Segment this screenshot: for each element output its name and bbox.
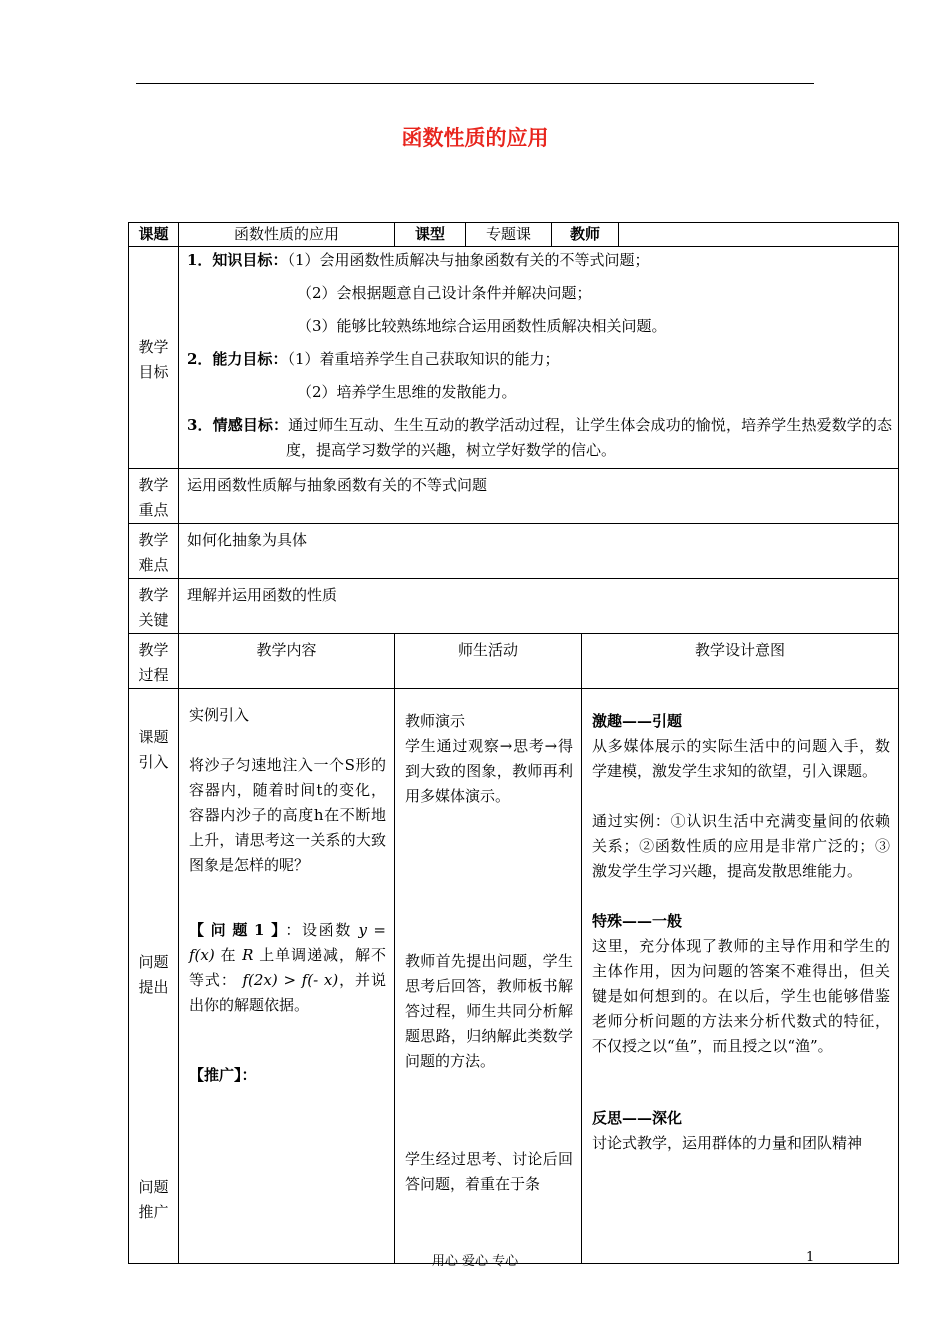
focus-label: 教学 重点 [129,469,179,524]
goals-label: 教学 目标 [129,247,179,469]
design-title-3: 反思——深化 [592,1109,683,1127]
problem-1: 【问题1】：设函数 y = f(x) 在 R 上单调递减，解不等式： f(2x) > f(- x)，并说出你的解题依据。 [189,921,386,1014]
column-design: 教学设计意图 [582,634,899,689]
design-title-2: 特殊——一般 [592,912,683,930]
activity-text-3: 学生经过思考、讨论后回答问题，着重在于条 [405,1150,573,1193]
column-activity: 师生活动 [395,634,582,689]
difficulty-row [129,524,899,579]
footer-center: 用心 爱心 专心 [431,1254,519,1269]
stage-labels: 课题 引入 问题 提出 问题 推广 [129,689,179,1264]
design-text-1b: 通过实例：①认识生活中充满变量间的依赖关系；②函数性质的应用是非常广泛的；③激发学生学习兴趣，提高发散思维能力。 [592,812,891,880]
knowledge-goal-3: （3）能够比较熟练地综合运用函数性质解决相关问题。 [297,317,667,335]
document-title: 函数性质的应用 [401,126,549,150]
header-rule [136,83,814,84]
process-header-row [129,634,899,689]
process-body-row [129,689,899,1264]
label-topic: 课题 [129,223,179,247]
key-text: 理解并运用函数的性质 [179,579,899,634]
difficulty-label: 教学 难点 [129,524,179,579]
focus-row [129,469,899,524]
value-lesson-type: 专题课 [466,223,552,247]
knowledge-goal-2: （2）会根据题意自己设计条件并解决问题； [297,284,592,302]
lesson-plan-table [128,246,899,1264]
info-row [129,223,899,247]
value-teacher [619,223,899,247]
focus-text: 运用函数性质解与抽象函数有关的不等式问题 [179,469,899,524]
generalization-title: 【推广】： [189,1066,257,1084]
label-lesson-type: 课型 [395,223,466,247]
process-label: 教学 过程 [129,634,179,689]
content-column [179,689,395,1264]
goals-row [129,247,899,469]
page-number: 1 [806,1250,815,1265]
info-table [128,222,899,247]
activity-column [395,689,582,1264]
design-text-2: 这里，充分体现了教师的主导作用和学生的主体作用，因为问题的答案不难得出，但关键是如何想到的。在以后，学生也能够借鉴老师分析问题的方法来分析代数式的特征，不仅授之以“鱼”，而且授之以“渔”。 [592,937,891,1055]
activity-title: 教师演示 [405,712,466,730]
design-text-3: 讨论式教学，运用群体的力量和团队精神 [592,1134,863,1152]
intro-title: 实例引入 [189,706,250,724]
ability-goal-1: 2．能力目标：（1）着重培养学生自己获取知识的能力； [187,350,560,368]
knowledge-goal-1: 1．知识目标：（1）会用函数性质解决与抽象函数有关的不等式问题； [187,251,650,269]
label-teacher: 教师 [552,223,619,247]
column-content: 教学内容 [179,634,395,689]
goals-content [179,247,899,469]
intro-text: 将沙子匀速地注入一个S形的容器内，随着时间t的变化，容器内沙子的高度h在不断地上升，请思考这一关系的大致图象是怎样的呢？ [189,756,386,874]
key-label: 教学 关键 [129,579,179,634]
difficulty-text: 如何化抽象为具体 [179,524,899,579]
key-row [129,579,899,634]
ability-goal-2: （2）培养学生思维的发散能力。 [297,383,517,401]
emotion-goal: 3．情感目标：通过师生互动、生生互动的教学活动过程，让学生体会成功的愉悦，培养学生热爱数学的态度，提高学习数学的兴趣，树立学好数学的信心。 [187,416,892,459]
design-title-1: 激趣——引题 [592,712,683,730]
design-text-1a: 从多媒体展示的实际生活中的问题入手，数学建模，激发学生求知的欲望，引入课题。 [592,737,891,780]
design-column [582,689,899,1264]
activity-text-1: 学生通过观察→思考→得到大致的图象，教师再利用多媒体演示。 [405,737,573,805]
value-topic: 函数性质的应用 [179,223,395,247]
activity-text-2: 教师首先提出问题，学生思考后回答，教师板书解答过程，师生共同分析解题思路，归纳解此类数学问题的方法。 [405,952,573,1070]
